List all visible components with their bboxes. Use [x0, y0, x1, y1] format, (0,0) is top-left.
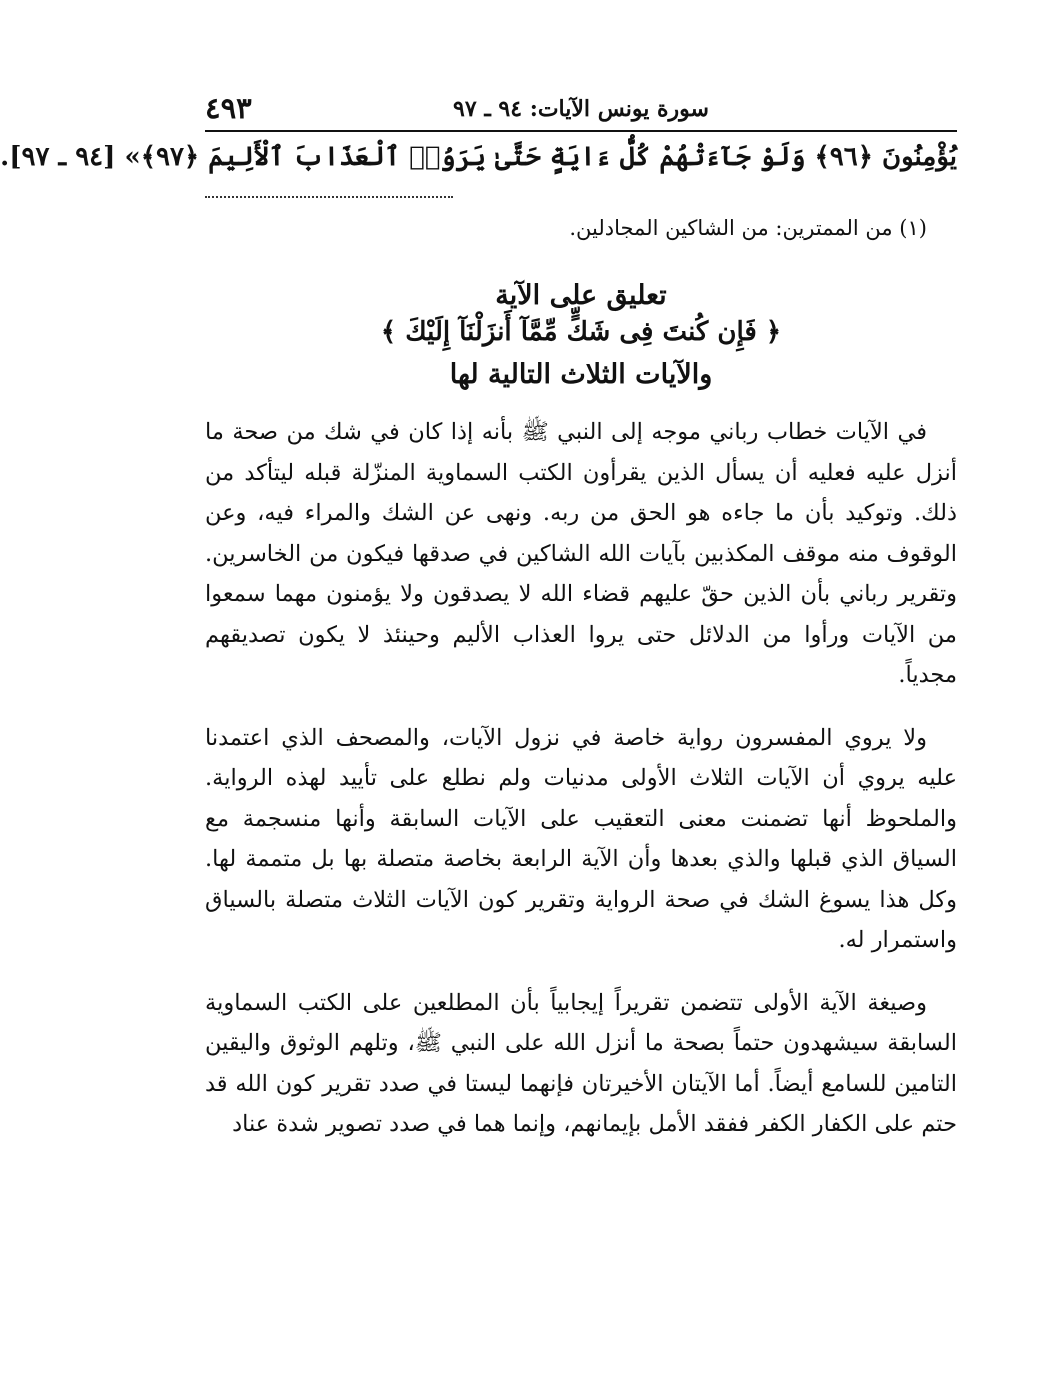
running-title: سورة يونس الآيات: ٩٤ ـ ٩٧	[453, 96, 709, 122]
section-verse-quote: ﴿ فَإِن كُنتَ فِى شَكٍّ مِّمَّآ أَنزَلْنَآ إِلَيْكَ ﴾	[380, 317, 782, 347]
footnote: (١) من الممترين: من الشاكين المجادلين.	[569, 216, 927, 240]
section-title: تعليق على الآية	[495, 280, 667, 311]
paragraph-3: وصيغة الآية الأولى تتضمن تقريراً إيجابياً بأن المطلعين على الكتب السماوية السابقة سيشهدون حتماً بصحة ما أنزل الله على النبي ﷺ، وتلهم الوثوق واليقين التامين للسامع أيضاً. أما الآيتان الأخيرتان فإنهما ليستا في صدد تقرير كون الله قد حتم على الكفار الكفر ففقد الأمل بإيمانهم، وإنما هما في صدد تصوير شدة عناد	[205, 989, 957, 1137]
page-header	[205, 90, 957, 132]
page-number: ٤٩٣	[205, 91, 252, 125]
section-subtitle: والآيات الثلاث التالية لها	[449, 359, 713, 390]
paragraph-2: ولا يروي المفسرون رواية خاصة في نزول الآيات، والمصحف الذي اعتمدنا عليه يروي أن الآيات الثلاث الأولى مدنيات ولم نطلع على تأييد لهذه الرواية. والملحوظ أنها تضمنت معنى التعقيب على الآيات السابقة وأنها منسجمة مع السياق الذي قبلها والذي بعدها وأن الآية الرابعة بخاصة متصلة بها بل متممة لها. وكل هذا يسوغ الشك في صحة الرواية وتقرير كون الآيات الثلاث متصلة بالسياق واستمرار له.	[205, 724, 957, 953]
book-page	[0, 90, 957, 1340]
paragraph-1: في الآيات خطاب رباني موجه إلى النبي ﷺ بأنه إذا كان في شك من صحة ما أنزل عليه فعليه أن يسأل الذين يقرأون الكتب السماوية المنزّلة قبله ليتأكد من ذلك. وتوكيد بأن ما جاءه هو الحق من ربه. ونهى عن الشك والمراء فيه، وعن الوقوف منه موقف المكذبين بآيات الله الشاكين في صدقها فيكون من الخاسرين. وتقرير رباني بأن الذين حقّ عليهم قضاء الله لا يصدقون ولا يؤمنون مهما سمعوا من الآيات ورأوا من الدلائل حتى يروا العذاب الأليم وحينئذ لا يكون تصديقهم مجدياً.	[205, 419, 957, 688]
footnote-separator	[205, 196, 453, 198]
verse-continuation: يُؤْمِنُونَ ﴿٩٦﴾ وَلَوْ جَآءَتْهُمْ كُلُّ ءَايَةٍ حَتَّىٰ يَرَوُا۟ ٱلْعَذَابَ ٱلْأَلِيمَ ﴿٩٧﴾» [٩٤ ـ ٩٧].	[0, 142, 957, 172]
